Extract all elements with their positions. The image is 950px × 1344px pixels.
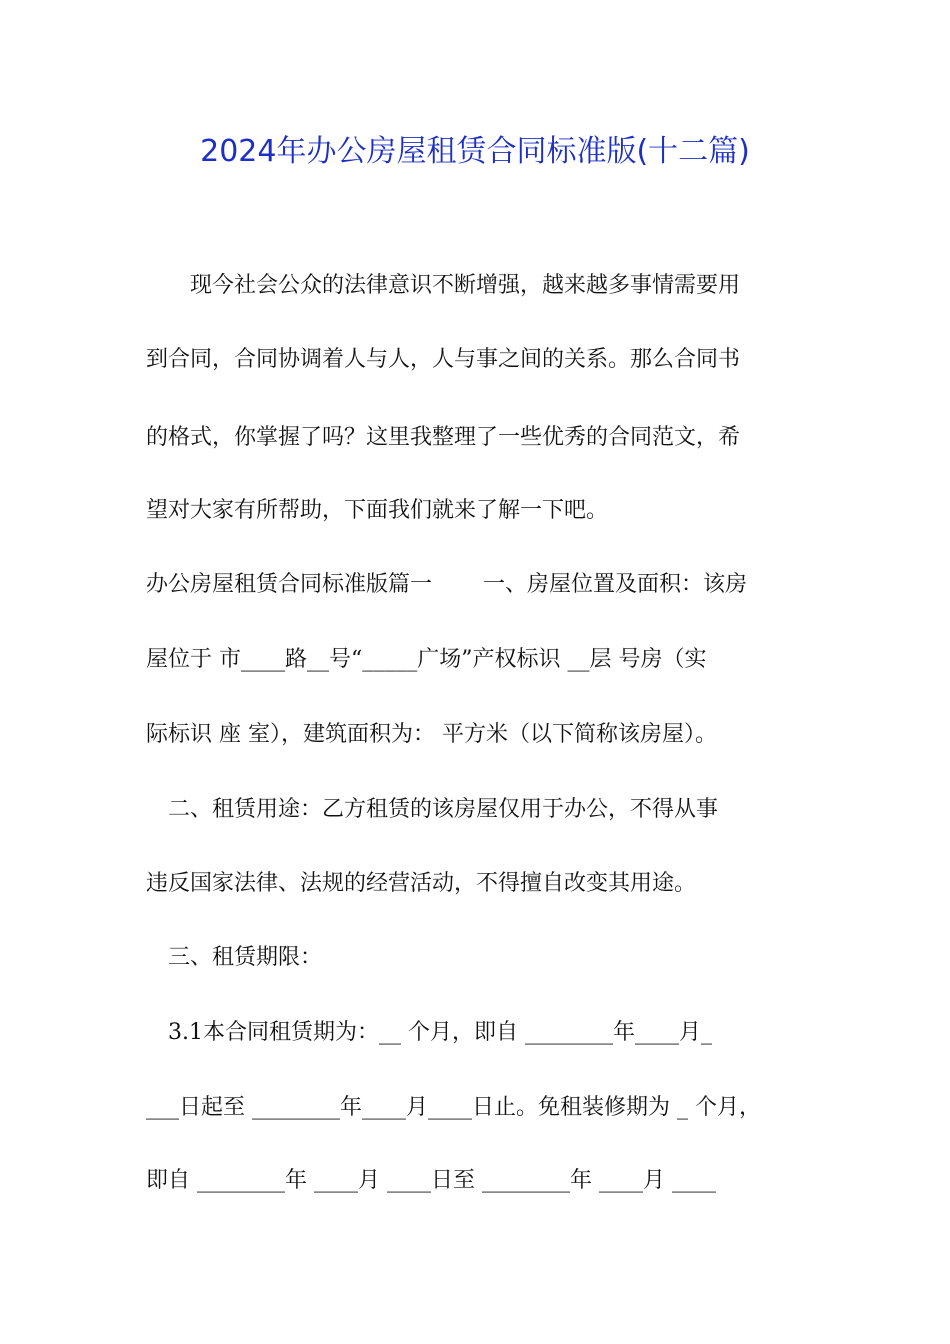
paragraph-line: 3.1本合同租赁期为：__ 个月，即自 ________年____月_ <box>146 1020 712 1045</box>
paragraph-line: 现今社会公众的法律意识不断增强，越来越多事情需要用 <box>146 273 741 298</box>
document-title: 2024年办公房屋租赁合同标准版(十二篇) <box>200 134 750 169</box>
paragraph-line: 三、租赁期限： <box>146 945 323 970</box>
paragraph-line: ___日起至 ________年____月____日止。免租装修期为 _ 个月， <box>146 1095 761 1120</box>
paragraph-line: 即自 ________年 ____月 ____日至 ________年 ____月 ____ <box>146 1168 716 1193</box>
paragraph-line: 望对大家有所帮助，下面我们就来了解一下吧。 <box>146 498 609 523</box>
paragraph-line: 际标识 座 室），建筑面积为： 平方米（以下简称该房屋）。 <box>146 722 717 747</box>
paragraph-line: 的格式，你掌握了吗？这里我整理了一些优秀的合同范文，希 <box>146 425 741 450</box>
paragraph-line: 二、租赁用途：乙方租赁的该房屋仅用于办公，不得从事 <box>146 797 719 822</box>
paragraph-line: 屋位于 市____路__号“_____广场”产权标识 __层 号房（实 <box>146 647 707 672</box>
paragraph-line: 办公房屋租赁合同标准版篇一 一、房屋位置及面积：该房 <box>146 572 747 597</box>
paragraph-line: 违反国家法律、法规的经营活动，不得擅自改变其用途。 <box>146 871 697 896</box>
paragraph-line: 到合同，合同协调着人与人，人与事之间的关系。那么合同书 <box>146 347 741 372</box>
